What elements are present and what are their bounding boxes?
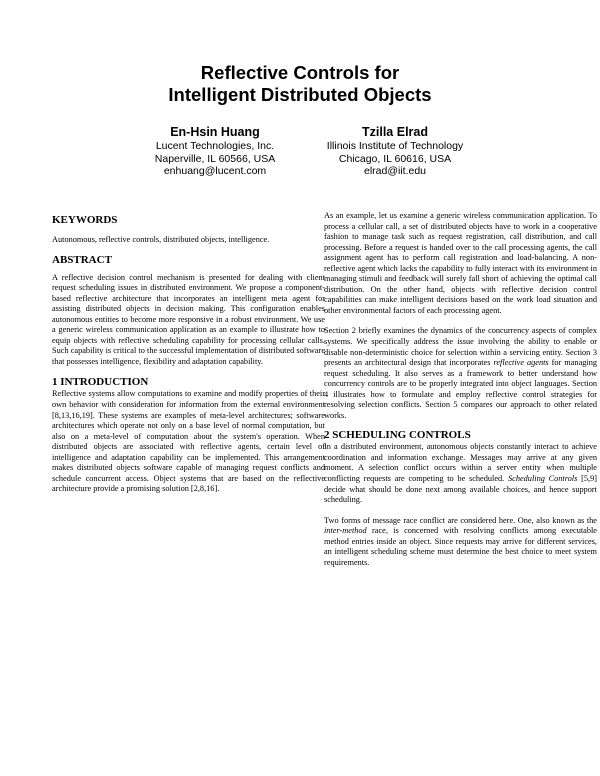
author-affiliation: Illinois Institute of Technology	[326, 140, 464, 152]
introduction-heading: 1 INTRODUCTION	[52, 376, 149, 389]
left-column	[52, 214, 325, 495]
author-email: elrad@iit.edu	[363, 165, 427, 177]
scheduling-text-em: Scheduling Controls	[508, 474, 578, 484]
author-block-1	[115, 125, 315, 178]
author-affiliation: Lucent Technologies, Inc.	[155, 140, 275, 152]
author-address: Naperville, IL 60566, USA	[154, 152, 276, 165]
race-text-em: inter-method	[324, 526, 367, 536]
scheduling-text-b: [5,9] decide what should be done next among available choices, and hence support scheduling.	[324, 474, 597, 505]
scheduling-text-a: In a distributed environment, autonomous objects constantly interact to achieve coordination and information exchange. Messages may arrive at any given moment. A selection conflict occurs within a server entity when multiple conflicting requests are competing to be scheduled.	[324, 442, 597, 484]
title-line-2: Intelligent Distributed Objects	[168, 84, 432, 105]
sections-paragraph	[324, 326, 597, 421]
sections-text-a: Section 2 briefly examines the dynamics of the concurrency aspects of complex systems. We specifically address the issue involving the ability to enable or disable non-deterministic choice for selection within a servicing entity. Section 3 presents an architectural design that incorporates	[324, 326, 597, 368]
title-line-1: Reflective Controls for	[200, 62, 400, 83]
abstract-text: A reflective decision control mechanism is presented for dealing with client request scheduling issues in distributed environment. We propose a component-based reflective architecture that incorporates an intelligent meta agent for assisting distributed objects in decision making. This configuration enables autonomous entities to become more responsive in a robust environment. We use a generic wireless communication application as an example to illustrate how to equip objects with reflective scheduling capability for processing cellular calls. Such capability is critical to the successful implementation of distributed software that possesses intelligence, flexibility and adaptation capability.	[52, 272, 325, 366]
abstract-heading: ABSTRACT	[52, 253, 112, 266]
author-name: En-Hsin Huang	[170, 125, 260, 139]
paper-title	[0, 62, 600, 106]
race-text-b: race, is concerned with resolving conflicts among executable method entries inside an object. Since requests may arrive for different services, an intelligent scheduling scheme must determine the best choice to meet system requirements.	[324, 526, 597, 567]
example-paragraph: As an example, let us examine a generic wireless communication application. To process a cellular call, a set of distributed objects have to work in a cooperative fashion to manage task such as request registration, call distribution, and call processing. Before a request is handed over to the call processing agents, the call assignment agent has to perform call registration and load-balancing. A non-reflective agent which lacks the capability to fully interact with its environment in managing stimuli and feedback will surely fall short of achieving the optimal call distribution. On the other hand, objects with reflective decision control capabilities can make intelligent decisions based on the work load situation and other environmental factors of each processing agent.	[324, 211, 597, 315]
scheduling-heading: 2 SCHEDULING CONTROLS	[324, 429, 471, 442]
sections-text-em: reflective agents	[493, 358, 549, 368]
sections-text-b: for managing request scheduling. It also serves as a framework to better understand how concurrency controls are to be properly integrated into object languages. Section 4 illustrates how to formulate and employ reflective control strategies for resolving selection conflicts. Section 5 compares our approach to other related works.	[324, 358, 598, 420]
author-name: Tzilla Elrad	[362, 125, 428, 139]
race-text-a: Two forms of message race conflict are considered here. One, also known as the	[324, 515, 597, 525]
keywords-text: Autonomous, reflective controls, distributed objects, intelligence.	[52, 235, 270, 244]
race-paragraph	[324, 516, 597, 569]
right-column	[324, 211, 597, 568]
author-email: enhuang@lucent.com	[163, 165, 267, 177]
introduction-text: Reflective systems allow computations to examine and modify properties of their own behavior with consideration for information from the external environment [8,13,16,19]. These systems are examples of meta-level architectures; software architectures which operate not only on a base level of normal computation, but also on a meta-level of computation about the system's operation. When distributed objects are associated with reflective agents, certain level of intelligence and adaptation capability can be implemented. This arrangement makes distributed objects software capable of managing request conflicts and schedule concurrent access. Object systems that are based on the reflective architecture provide a promising solution [2,8,16].	[52, 389, 325, 494]
author-address: Chicago, IL 60616, USA	[338, 152, 452, 165]
scheduling-paragraph	[324, 442, 597, 505]
keywords-heading: KEYWORDS	[52, 214, 118, 226]
author-block-2	[295, 125, 495, 178]
